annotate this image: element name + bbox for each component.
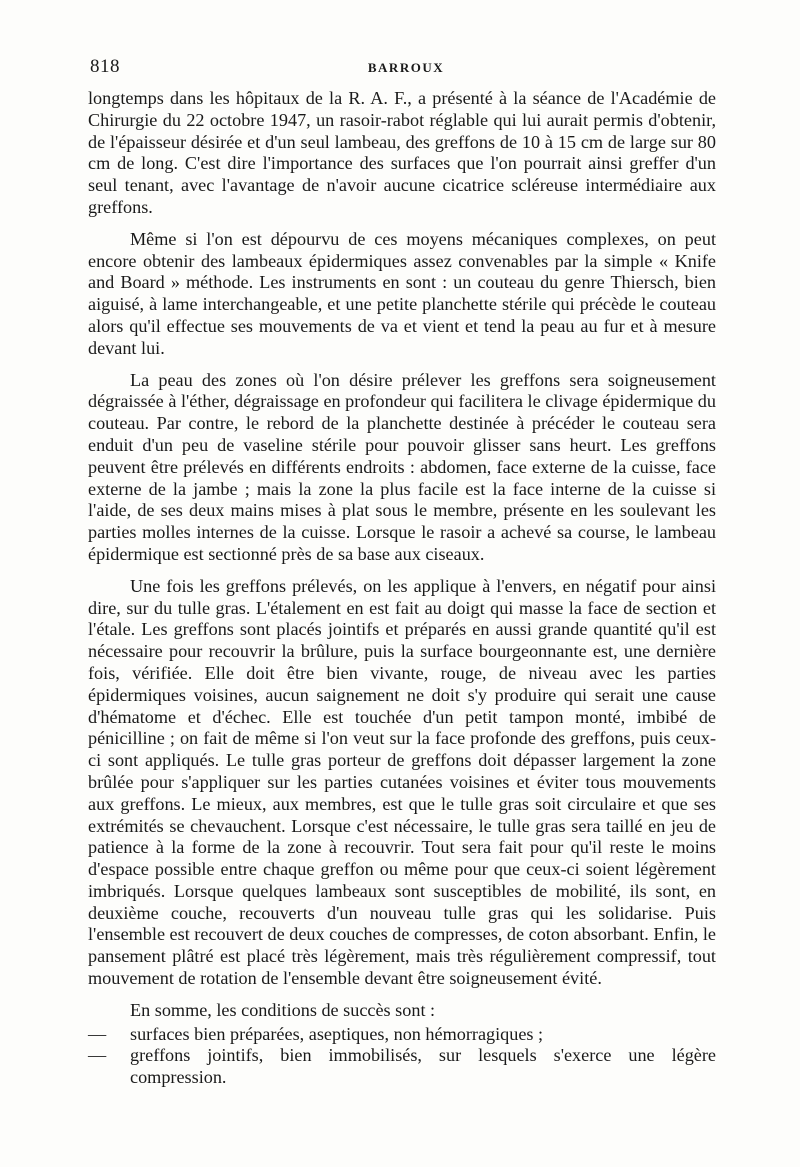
running-head <box>90 56 722 80</box>
paragraph-graft-application: Une fois les greffons prélevés, on les applique à l'envers, en négatif pour ainsi dire, sur du tulle gras. L'étalement en est fait au doigt qui masse la face de section et l'étale. Les greffons sont placés jointifs et préparés en aussi grande quantité qu'il est nécessaire pour recouvrir la brûlure, puis la surface bourgeonnante est, une dernière fois, vérifiée. Elle doit être bien vivante, rouge, de niveau avec les parties épidermiques voisines, aucun saignement ne doit s'y produire qui serait une cause d'hématome et d'échec. Elle est touchée d'un petit tampon monté, imbibé de pénicilline ; on fait de même si l'on veut sur la face profonde des greffons, puis ceux-ci sont appliqués. Le tulle gras porteur de greffons doit dépasser largement la zone brûlée pour s'appliquer sur les parties cutanées voisines et éviter tous mouvements aux greffons. Le mieux, aux membres, est que le tulle gras soit circulaire et que ses extrémités se chevauchent. Lorsque c'est nécessaire, le tulle gras sera taillé en jeu de patience à la forme de la zone à recouvrir. Tout sera fait pour qu'il reste le moins d'espace possible entre chaque greffon ou même pour que ceux-ci soient légèrement imbriqués. Lorsque quelques lambeaux sont susceptibles de mobilité, ils sont, en deuxième couche, recouverts d'un nouveau tulle gras qui les solidarise. Puis l'ensemble est recouvert de deux couches de compresses, de coton absorbant. Enfin, le pansement plâtré est placé très légèrement, mais très régulièrement compressif, tout mouvement de rotation de l'ensemble devant être soigneusement évité. <box>88 575 717 989</box>
paragraph-skin-preparation: La peau des zones où l'on désire prélever les greffons sera soigneusement dégraissée à l'éther, dégraissage en profondeur qui facilitera le clivage épidermique du couteau. Par contre, le rebord de la planchette destinée à précéder le couteau sera enduit d'un peu de vaseline stérile pour pouvoir glisser sans heurt. Les greffons peuvent être prélevés en différents endroits : abdomen, face externe de la cuisse, face externe de la jambe ; mais la zone la plus facile est la face interne de la cuisse si l'aide, de ses deux mains mises à plat sous le membre, présente en les soulevant les parties molles internes de la cuisse. Lorsque le rasoir a achevé sa course, le lambeau épidermique est sectionné près de sa base aux ciseaux. <box>88 369 716 564</box>
paragraph-conditions-intro: En somme, les conditions de succès sont : <box>130 999 436 1020</box>
body-text <box>88 88 716 1089</box>
list-item <box>88 1024 716 1046</box>
list-dash: — <box>88 1023 107 1044</box>
paragraph-continuation: longtemps dans les hôpitaux de la R. A. F., a présenté à la séance de l'Académie de Chirurgie du 22 octobre 1947, un rasoir-rabot réglable qui lui aurait permis d'obtenir, de l'épaisseur désirée et d'un seul lambeau, des greffons de 10 à 15 cm de large sur 80 cm de long. C'est dire l'importance des surfaces que l'on pourrait ainsi greffer d'un seul tenant, avec l'avantage de n'avoir aucune cicatrice scléreuse intermédiaire aux greffons. <box>88 88 716 217</box>
running-head-author: BARROUX <box>367 60 445 75</box>
list-item <box>88 1045 716 1089</box>
conditions-list <box>88 1024 716 1089</box>
paragraph-knife-and-board: Même si l'on est dépourvu de ces moyens mécaniques complexes, on peut encore obtenir des lambeaux épidermiques assez convenables par la simple « Knife and Board » méthode. Les instruments en sont : un couteau du genre Thiersch, bien aiguisé, à lame interchangeable, et une petite planchette stérile qui précède le couteau alors qu'il effectue ses mouvements de va et vient et tend la peau au fur et à mesure devant lui. <box>88 228 716 358</box>
list-item-text: surfaces bien préparées, aseptiques, non hémorragiques ; <box>130 1023 544 1044</box>
list-dash: — <box>88 1045 107 1066</box>
list-item-text: greffons jointifs, bien immobilisés, sur lesquels s'exerce une légère compression. <box>130 1045 716 1088</box>
page-number: 818 <box>90 56 120 77</box>
